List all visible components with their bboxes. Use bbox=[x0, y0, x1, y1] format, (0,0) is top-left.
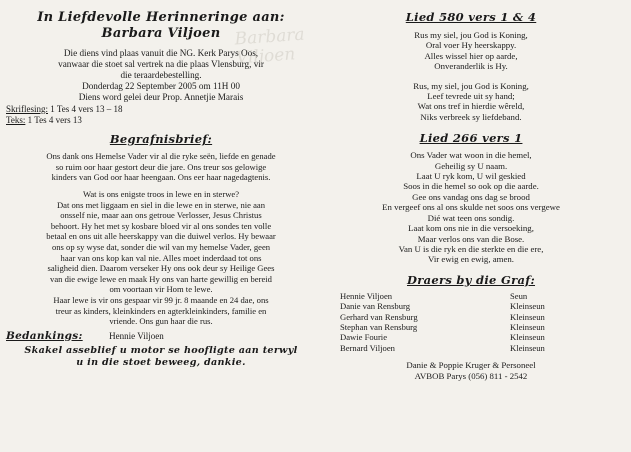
table-row bbox=[340, 322, 545, 332]
verse-line: Gee ons vandag ons dag se brood bbox=[412, 191, 530, 202]
verse-line: Alles wissel hier op aarde, bbox=[424, 50, 518, 61]
obituary-paragraph-2 bbox=[6, 189, 316, 327]
bearers-table bbox=[340, 291, 545, 353]
right-column bbox=[318, 10, 624, 382]
obituary-line: ons op sy wyse dat, sonder die wil van my hemelse Vader, geen bbox=[51, 241, 271, 252]
hymn-1-verse-4 bbox=[318, 81, 624, 123]
obituary-line: van die ewige lewe en maak Hy ons van harte gewillig en bereid bbox=[50, 273, 272, 284]
thanks-heading: Bedankings: bbox=[6, 329, 83, 342]
verse-line: Oral voer Hy heerskappy. bbox=[425, 40, 517, 51]
hymn-1-verse-1 bbox=[318, 30, 624, 72]
verse-line: Rus my siel, jou God is Koning, bbox=[414, 30, 528, 40]
bearer-name: Gerhard van Rensburg bbox=[340, 311, 418, 322]
table-row bbox=[340, 343, 545, 353]
verse-line: Ons Vader wat woon in die hemel, bbox=[410, 150, 532, 161]
verse-line: Laat kom ons nie in die versoeking, bbox=[408, 223, 534, 234]
memorial-title: In Liefdevolle Herinneringe aan: bbox=[37, 10, 285, 25]
bearer-relation: Kleinseun bbox=[510, 342, 545, 353]
bearer-relation: Kleinseun bbox=[510, 321, 545, 332]
verse-line: Rus, my siel, jou God is Koning, bbox=[413, 80, 529, 91]
obituary-line: so ruim oor haar gestort deur die jare. Ons treur sos gelowige bbox=[55, 161, 267, 172]
verse-line: Dié wat teen ons sondig. bbox=[427, 212, 515, 223]
verse-line: Leef tevrede uit sy hand; bbox=[427, 91, 515, 102]
headlights-notice bbox=[6, 345, 316, 370]
obituary-paragraph-1 bbox=[6, 151, 316, 183]
bearer-name: Danie van Rensburg bbox=[340, 301, 411, 312]
obituary-line: behoort. Hy het met sy kosbare bloed vir al ons sondes ten volle bbox=[50, 220, 272, 231]
intro-line: die teraardebestelling. bbox=[120, 70, 202, 80]
hymn-2-verse bbox=[318, 150, 624, 264]
scripture-label: Skriflesing: bbox=[6, 104, 48, 114]
obituary-line: Ons dank ons Hemelse Vader vir al die ryke seën, liefde en genade bbox=[46, 151, 276, 162]
text-label: Teks: bbox=[6, 114, 26, 125]
verse-line: Wat ons tref in hierdie wêreld, bbox=[417, 101, 525, 112]
thanks-section bbox=[6, 330, 316, 342]
bearers-heading: Draers by die Graf: bbox=[406, 272, 536, 287]
bearer-name: Bernard Viljoen bbox=[340, 342, 395, 353]
verse-line: Van U is die ryk en die sterkte en die ere, bbox=[398, 243, 544, 254]
bearer-name: Stephan van Rensburg bbox=[340, 321, 418, 332]
service-details bbox=[6, 48, 316, 103]
deceased-name: Barbara Viljoen bbox=[101, 26, 221, 41]
bearer-name: Hennie Viljoen bbox=[340, 290, 393, 301]
bearer-relation: Kleinseun bbox=[510, 311, 545, 322]
obituary-line: kinders van God oor haar heengaan. Ons eer haar nagedagtenis. bbox=[51, 172, 271, 183]
notice-line: u in die stoet beweeg, dankie. bbox=[76, 357, 246, 369]
thanks-value: Hennie Viljoen bbox=[109, 330, 164, 341]
intro-line: vanwaar die stoet sal vertrek na die plaas Vlensburg, vir bbox=[58, 59, 264, 69]
intro-line: Diens word gelei deur Prop. Annetjie Marais bbox=[78, 92, 244, 102]
obituary-line: Haar lewe is vir ons gespaar vir 99 jr. 8 maande en 24 dae, ons bbox=[53, 294, 269, 305]
verse-line: Maar verlos ons van die Bose. bbox=[417, 233, 525, 244]
obituary-heading: Begrafnisbrief: bbox=[109, 132, 213, 147]
obituary-line: saligheid dien. Daarom verseker Hy ons ook deur sy Heilige Gees bbox=[47, 263, 275, 274]
verse-line: Vir ewig en ewig, amen. bbox=[428, 254, 514, 265]
obituary-line: om voortaan vir Hom te lewe. bbox=[109, 284, 213, 295]
verse-line: Niks verbreek sy liefdeband. bbox=[420, 111, 522, 122]
scripture-line bbox=[6, 104, 316, 115]
bearer-relation: Seun bbox=[510, 290, 528, 301]
table-row bbox=[340, 301, 545, 311]
faded-name-watermark: Barbara Viljoen bbox=[233, 24, 306, 69]
hymn-2-heading: Lied 266 vers 1 bbox=[419, 131, 523, 146]
intro-line: Donderdag 22 September 2005 om 11H 00 bbox=[82, 81, 240, 91]
verse-line: En vergeef ons al ons skulde net soos ons vergewe bbox=[382, 202, 560, 213]
undertaker-footer bbox=[318, 360, 624, 382]
obituary-line: vriende. Ons gun haar die rus. bbox=[109, 316, 213, 327]
table-row bbox=[340, 312, 545, 322]
obituary-line: Wat is ons enigste troos in lewe en in sterwe? bbox=[82, 188, 240, 199]
scripture-value: 1 Tes 4 vers 13 – 18 bbox=[48, 104, 123, 114]
undertaker-line: Danie & Poppie Kruger & Personeel bbox=[406, 360, 536, 371]
obituary-line: Dat ons met liggaam en siel in die lewe en in sterwe, nie aan bbox=[56, 199, 266, 210]
verse-line: Onveranderlik is Hy. bbox=[434, 61, 508, 72]
table-row bbox=[340, 291, 545, 301]
undertaker-contact: AVBOB Parys (056) 811 - 2542 bbox=[414, 371, 528, 382]
obituary-line: betaal en ons uit alle heerskappy van die duiwel verlos. Hy bewaar bbox=[46, 231, 276, 242]
verse-line: Laat U ryk kom, U wil geskied bbox=[416, 171, 526, 182]
text-value: 1 Tes 4 vers 13 bbox=[25, 114, 82, 125]
obituary-line: treur as kinders, kleinkinders en agterkleinkinders, familie en bbox=[55, 305, 267, 316]
bearer-relation: Kleinseun bbox=[510, 301, 545, 312]
bearer-relation: Kleinseun bbox=[510, 332, 545, 343]
left-column bbox=[6, 10, 316, 370]
obituary-line: haar van ons kop kan val nie. Alles moet inderdaad tot ons bbox=[60, 252, 262, 263]
hymn-1-heading: Lied 580 vers 1 & 4 bbox=[405, 10, 537, 24]
scripture-reading bbox=[6, 104, 316, 125]
table-row bbox=[340, 332, 545, 342]
notice-line: Skakel asseblief u motor se hoofligte aan terwyl bbox=[24, 344, 298, 356]
obituary-line: onsself nie, maar aan ons getroue Verlosser, Jesus Christus bbox=[60, 210, 262, 221]
intro-line: Die diens vind plaas vanuit die NG. Kerk Parys Oos, bbox=[63, 48, 259, 58]
verse-line: Soos in die hemel so ook op die aarde. bbox=[403, 181, 539, 192]
text-line bbox=[6, 115, 316, 126]
verse-line: Geheilig sy U naam. bbox=[434, 160, 508, 171]
bearer-name: Dawie Fourie bbox=[340, 332, 388, 343]
